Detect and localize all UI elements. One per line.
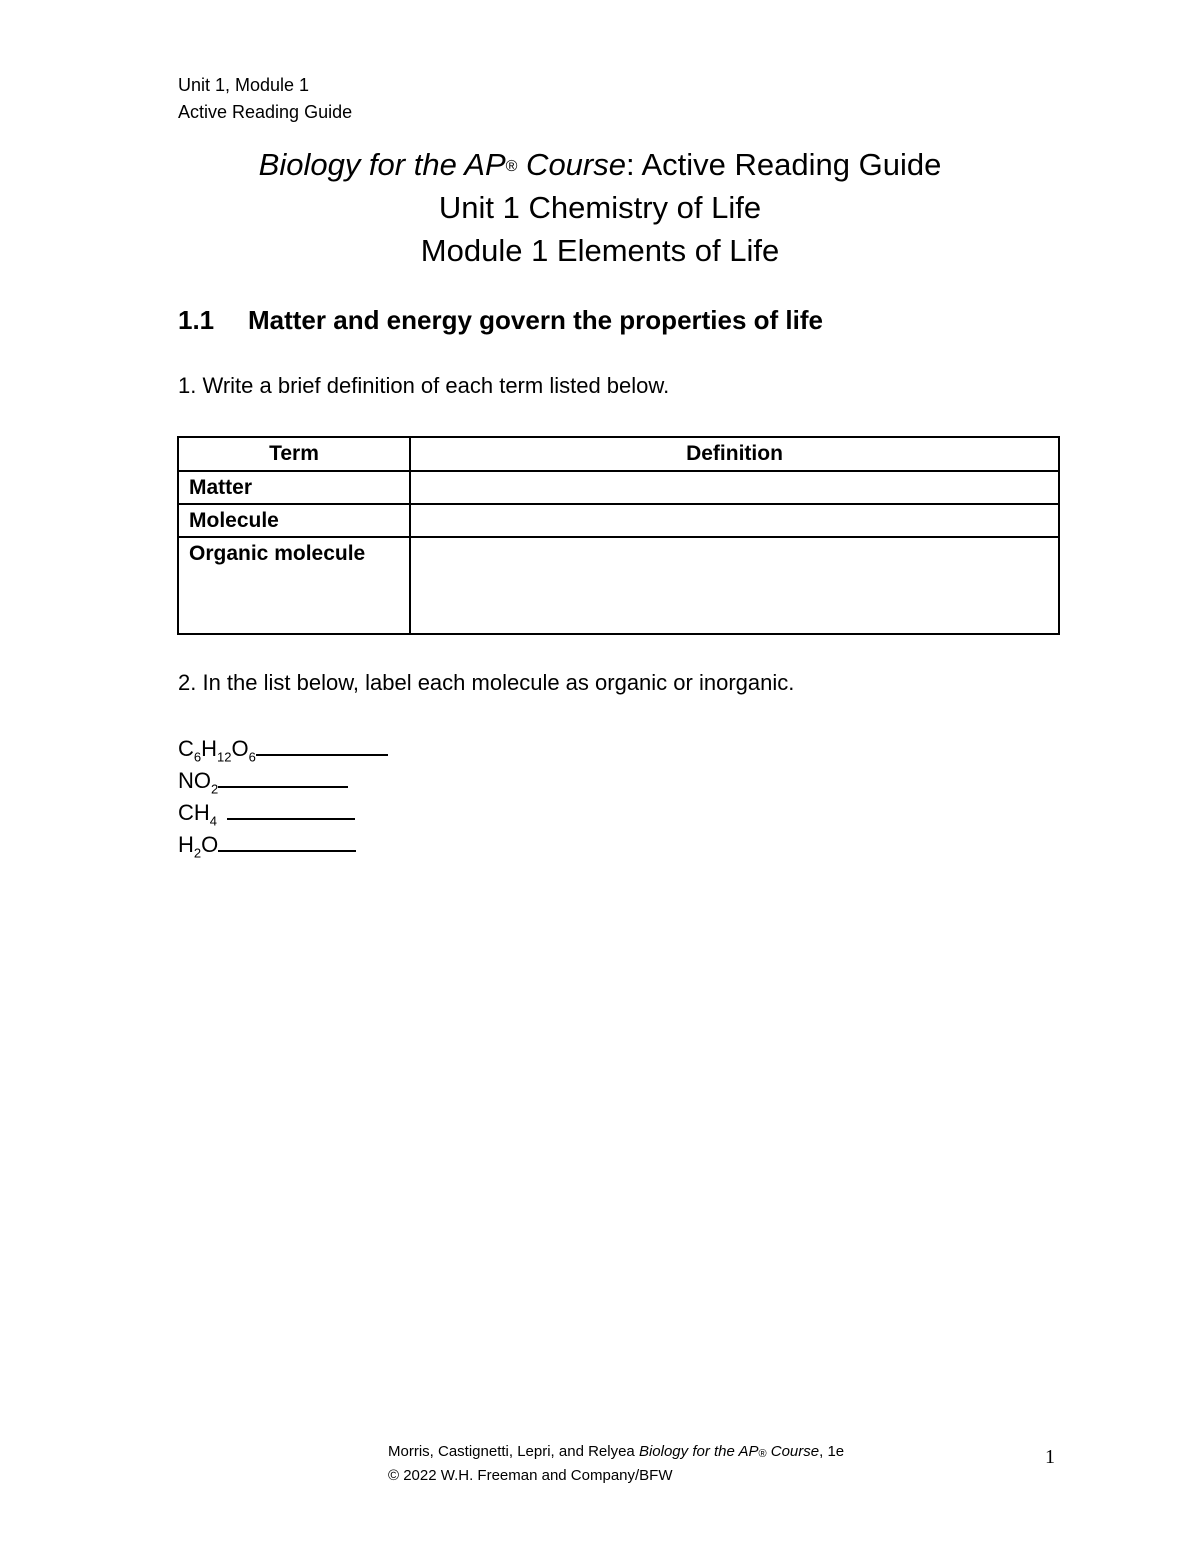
table-row <box>178 504 1059 537</box>
list-item <box>178 829 388 861</box>
formula-subscript: 2 <box>193 845 202 861</box>
formula-element: O <box>201 832 219 857</box>
title-course-italic: Course <box>517 147 626 182</box>
formula-element: C <box>178 736 194 761</box>
term-cell: Matter <box>178 471 410 504</box>
formula-element: H <box>178 832 194 857</box>
section-title: Matter and energy govern the properties of life <box>248 305 823 335</box>
list-item <box>178 765 388 797</box>
title-registered-mark: ® <box>505 158 518 175</box>
footer-citation <box>388 1440 844 1464</box>
title-module: Module 1 Elements of Life <box>420 233 780 268</box>
header-term: Term <box>178 437 410 471</box>
footer-edition: , 1e <box>819 1443 845 1460</box>
formula-element: O <box>231 736 249 761</box>
answer-blank[interactable] <box>256 734 388 756</box>
terms-table <box>177 436 1060 635</box>
footer-book-italic: Biology for the AP <box>638 1443 759 1460</box>
section-number: 1.1 <box>178 305 215 335</box>
answer-blank[interactable] <box>227 798 355 820</box>
term-cell: Molecule <box>178 504 410 537</box>
molecule-list <box>178 733 388 861</box>
question-2: 2. In the list below, label each molecule as organic or inorganic. <box>178 670 795 695</box>
header-guide-type: Active Reading Guide <box>178 102 353 122</box>
definition-cell[interactable] <box>410 537 1059 634</box>
definition-cell[interactable] <box>410 504 1059 537</box>
footer <box>388 1440 844 1488</box>
title-rest: : Active Reading Guide <box>625 147 942 182</box>
formula-subscript: 6 <box>248 749 256 765</box>
list-item <box>178 733 388 765</box>
footer-course-italic: Course <box>766 1443 820 1460</box>
formula-subscript: 2 <box>211 781 219 797</box>
footer-copyright: © 2022 W.H. Freeman and Company/BFW <box>388 1467 673 1484</box>
formula-element: CH <box>178 800 210 825</box>
formula-subscript: 6 <box>193 749 202 765</box>
title-book-italic: Biology for the AP <box>258 147 506 182</box>
term-cell: Organic molecule <box>178 537 410 634</box>
table-row <box>178 537 1059 634</box>
list-item <box>178 797 388 829</box>
footer-registered-mark: ® <box>758 1448 767 1460</box>
formula-element: NO <box>178 768 211 793</box>
header-definition: Definition <box>410 437 1059 471</box>
page-number: 1 <box>1045 1446 1055 1468</box>
formula-subscript: 12 <box>217 749 232 765</box>
section-heading <box>178 305 823 336</box>
title-unit: Unit 1 Chemistry of Life <box>438 190 762 225</box>
footer-authors: Morris, Castignetti, Lepri, and Relyea <box>388 1443 639 1460</box>
question-1: 1. Write a brief definition of each term listed below. <box>178 373 670 398</box>
document-title <box>0 143 1200 272</box>
title-line-book <box>0 143 1200 186</box>
table-row <box>178 471 1059 504</box>
answer-blank[interactable] <box>218 830 356 852</box>
formula-subscript: 4 <box>209 813 218 829</box>
formula-element: H <box>201 736 218 761</box>
answer-blank[interactable] <box>218 766 348 788</box>
table-header-row <box>178 437 1059 471</box>
definition-cell[interactable] <box>410 471 1059 504</box>
header-unit-module: Unit 1, Module 1 <box>178 75 310 95</box>
molecule-formula <box>178 829 218 869</box>
